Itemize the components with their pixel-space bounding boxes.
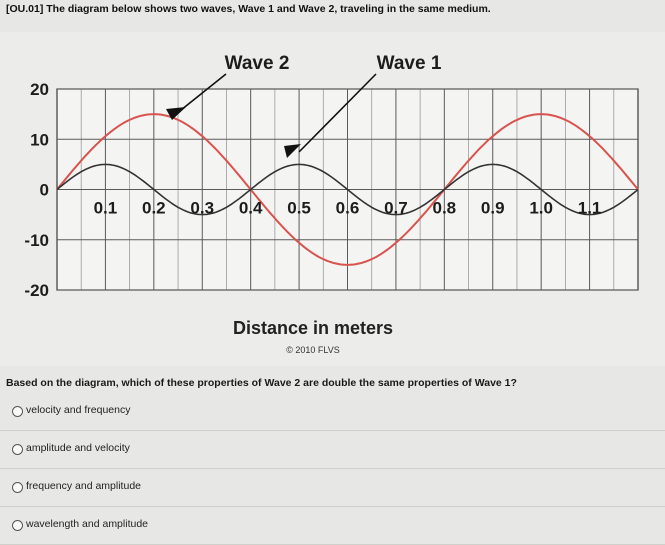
option-amplitude-velocity[interactable] bbox=[0, 431, 665, 469]
question-text: Based on the diagram, which of these properties of Wave 2 are double the same properties of Wave 1? bbox=[6, 377, 517, 389]
option-frequency-amplitude[interactable] bbox=[0, 469, 665, 507]
radio-button[interactable] bbox=[12, 482, 23, 493]
y-tick-label: -10 bbox=[24, 230, 49, 250]
option-wavelength-amplitude[interactable] bbox=[0, 507, 665, 545]
y-tick-label: 10 bbox=[30, 130, 49, 150]
x-tick-label: 0.1 bbox=[93, 198, 118, 218]
x-tick-label: 0.8 bbox=[432, 198, 457, 218]
radio-button[interactable] bbox=[12, 406, 23, 417]
x-tick-label: 0.4 bbox=[238, 198, 263, 218]
y-tick-label: -20 bbox=[24, 281, 49, 300]
wave-diagram bbox=[0, 32, 665, 366]
x-tick-label: 0.2 bbox=[142, 198, 166, 218]
x-tick-label: 0.5 bbox=[287, 198, 311, 218]
x-tick-label: 1.0 bbox=[529, 198, 553, 218]
option-label: velocity and frequency bbox=[26, 404, 131, 416]
y-axis-ticks bbox=[24, 80, 49, 300]
question-header: [OU.01] The diagram below shows two waves, Wave 1 and Wave 2, traveling in the same medium. bbox=[6, 3, 491, 15]
x-tick-label: 1.1 bbox=[577, 198, 602, 218]
option-label: frequency and amplitude bbox=[26, 480, 141, 492]
option-label: wavelength and amplitude bbox=[26, 518, 149, 530]
y-tick-label: 0 bbox=[39, 180, 49, 200]
option-velocity-frequency[interactable] bbox=[0, 393, 665, 431]
y-tick-label: 20 bbox=[30, 80, 49, 99]
radio-button[interactable] bbox=[12, 444, 23, 455]
x-tick-label: 0.3 bbox=[190, 198, 215, 218]
wave-2-label: Wave 2 bbox=[224, 53, 290, 74]
x-tick-label: 0.7 bbox=[384, 198, 408, 218]
radio-button[interactable] bbox=[12, 520, 23, 531]
x-axis-label: Distance in meters bbox=[232, 318, 394, 338]
x-tick-label: 0.6 bbox=[335, 198, 360, 218]
wave-1-label: Wave 1 bbox=[376, 53, 442, 74]
copyright-notice: © 2010 FLVS bbox=[286, 345, 340, 355]
wave-chart bbox=[0, 32, 665, 366]
option-label: amplitude and velocity bbox=[26, 442, 130, 454]
x-tick-label: 0.9 bbox=[480, 198, 505, 218]
